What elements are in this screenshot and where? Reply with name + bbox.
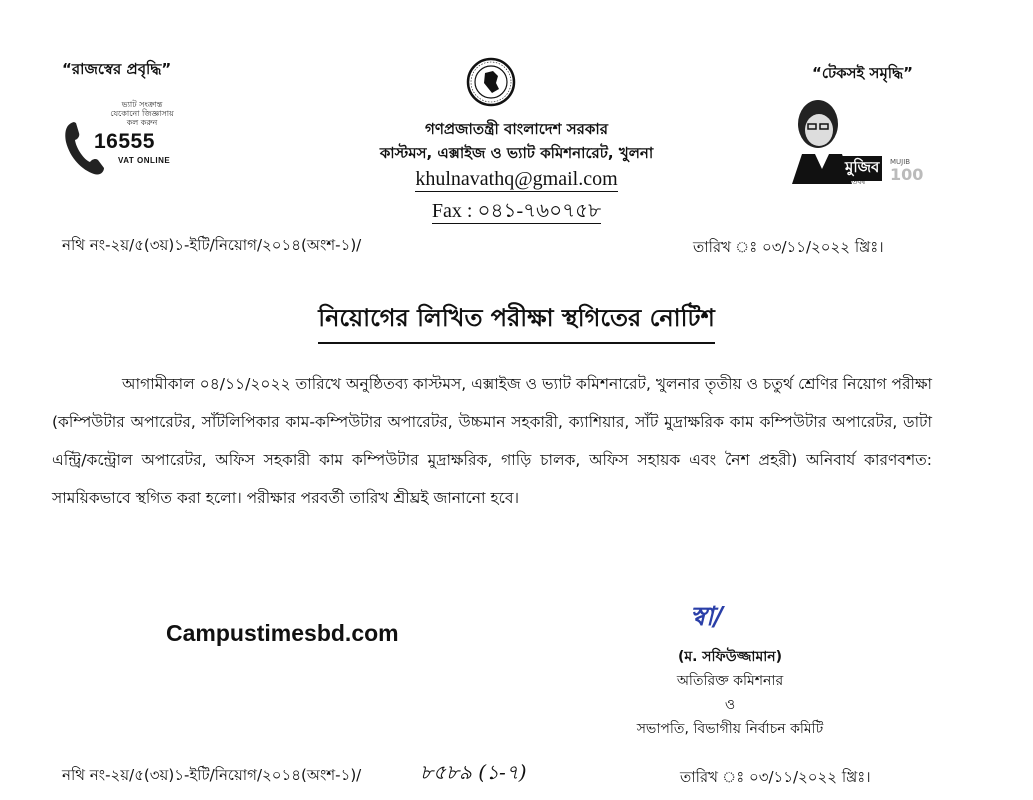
signatory-conjunction: ও [724, 697, 736, 713]
footer-memo-number: নথি নং-২য়/৫(৩য়)১-ইটি/নিয়োগ/২০১৪(অংশ-১)/ [62, 766, 362, 784]
signatory-role: সভাপতি, বিভাগীয় নির্বাচন কমিটি [636, 721, 824, 737]
memo-number: নথি নং-২য়/৫(৩য়)১-ইটি/নিয়োগ/২০১৪(অংশ-১)/ [62, 236, 362, 254]
email-line [0, 168, 1033, 191]
slogan-right: “টেকসই সমৃদ্ধি” [812, 64, 913, 82]
signature-mark: স্বা/ [690, 602, 723, 632]
vat-caption-line3: কল করুন [126, 118, 158, 127]
footer-handwritten-number: ৮৫৮৯ (১-৭) [420, 760, 527, 784]
fax-number: Fax : ০৪১-৭৬০৭৫৮ [431, 200, 602, 222]
government-name: গণপ্রজাতন্ত্রী বাংলাদেশ সরকার [425, 120, 608, 138]
vat-online-label: VAT ONLINE [118, 156, 171, 165]
footer-date: তারিখ ঃ ০৩/১১/২০২২ খ্রিঃ। [680, 768, 871, 786]
government-seal-icon [466, 57, 516, 107]
slogan-left: “রাজস্বের প্রবৃদ্ধি” [62, 60, 172, 78]
email-address[interactable]: khulnavathq@gmail.com [415, 168, 618, 190]
signatory-designation: অতিরিক্ত কমিশনার [676, 673, 784, 689]
mujib-text: মুজিব [842, 156, 882, 181]
svg-text:100: 100 [890, 165, 924, 184]
vat-caption-line2: যেকোনো জিজ্ঞাসায় [110, 109, 174, 118]
site-watermark: Campustimesbd.com [166, 620, 399, 646]
office-name: কাস্টমস, এক্সাইজ ও ভ্যাট কমিশনারেট, খুলনা [379, 144, 654, 162]
notice-body: আগামীকাল ০৪/১১/২০২২ তারিখে অনুষ্ঠিতব্য কাস্টমস, এক্সাইজ ও ভ্যাট কমিশনারেট, খুলনার তৃতীয় ও চতুর্থ শ্রেণির নিয়োগ পরীক্ষা (কম্পিউটার অপারেটর, সাঁটলিপিকার কাম-কম্পিউটার অপারেটর, উচ্চমান সহকারী, ক্যাশিয়ার, সাঁট মুদ্রাক্ষরিক কাম কম্পিউটার অপারেটর, ডাটা এন্ট্রি/কন্ট্রোল অপারেটর, অফিস সহকারী কাম কম্পিউটার মুদ্রাক্ষরিক, গাড়ি চালক, অফিস সহায়ক এবং নৈশ প্রহরী) অনিবার্য কারণবশত: সাময়িকভাবে স্থগিত করা হলো। পরীক্ষার পরবর্তী তারিখ শ্রীঘ্রই জানানো হবে। [52, 375, 932, 507]
notice-title-wrap [0, 300, 1033, 344]
memo-date: তারিখ ঃ ০৩/১১/২০২২ খ্রিঃ। [693, 238, 884, 256]
mujib-subtext: শতবর্ষ [848, 178, 866, 186]
fax-line [0, 196, 1033, 229]
signatory-name: (ম. সফিউজ্জামান) [677, 649, 783, 665]
svg-text:MUJIB: MUJIB [890, 158, 911, 166]
vat-number: 16555 [94, 130, 155, 153]
notice-title: নিয়োগের লিখিত পরীক্ষা স্থগিতের নোটিশ [318, 300, 715, 344]
signature-block [580, 645, 880, 741]
vat-caption-line1: ভ্যাট সংক্রান্ত [121, 100, 163, 109]
